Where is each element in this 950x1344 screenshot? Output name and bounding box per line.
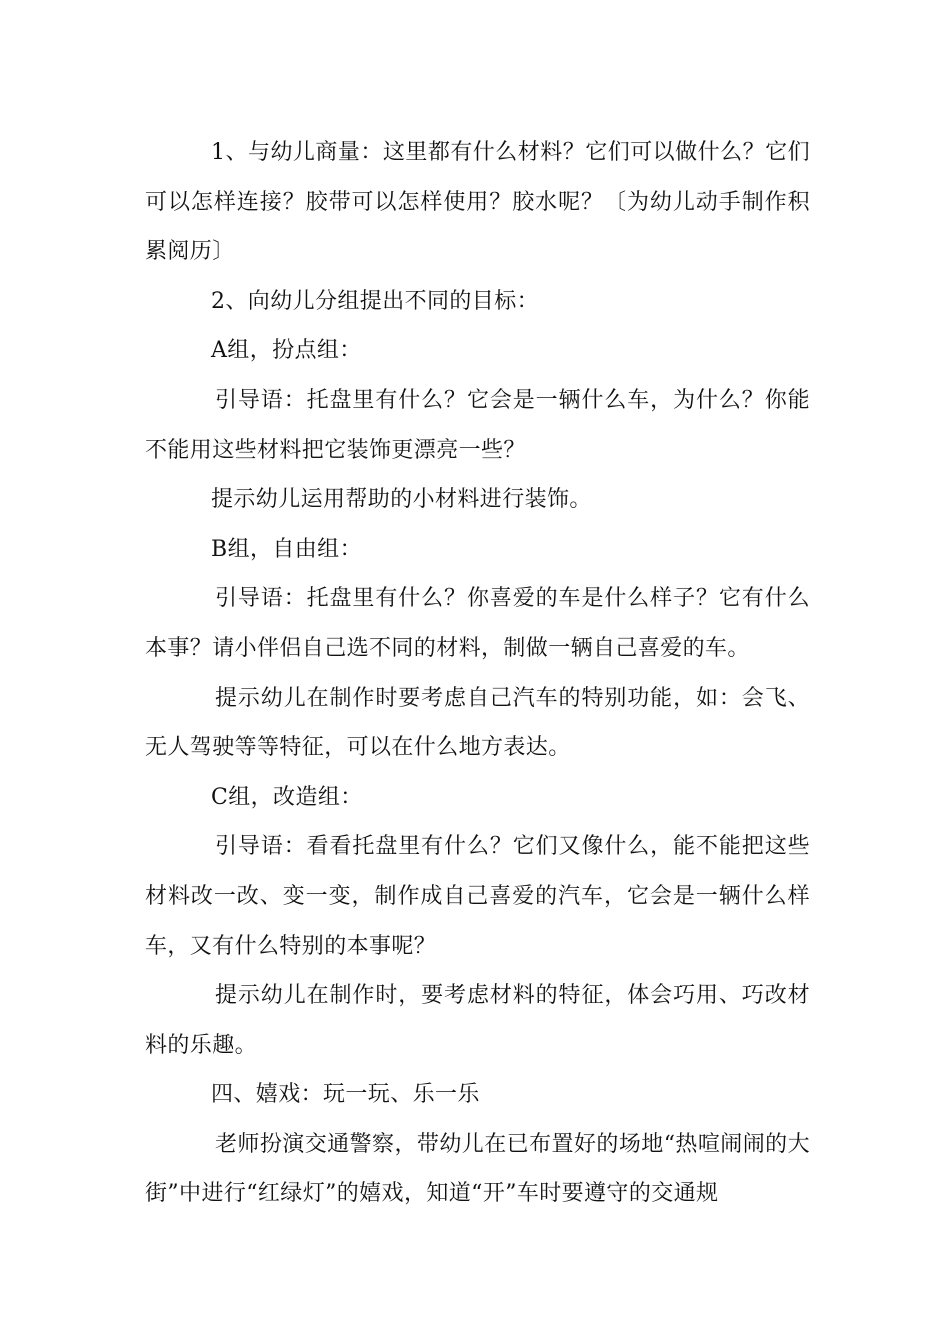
paragraph-group-b-prompt: 引导语：托盘里有什么？你喜爱的车是什么样子？它有什么本事？请小伴侣自己选不同的材料，制做一辆自己喜爱的车。 xyxy=(145,586,810,661)
paragraph-group-c-prompt: 引导语：看看托盘里有什么？它们又像什么，能不能把这些材料改一改、变一变，制作成自己喜爱的汽车，它会是一辆什么样车，又有什么特别的本事呢？ xyxy=(145,834,810,959)
paragraph-section-four-heading: 四、嬉戏：玩一玩、乐一乐 xyxy=(211,1082,480,1108)
paragraph-group-a-heading: A组，扮点组： xyxy=(211,338,362,364)
paragraph-group-b-hint: 提示幼儿在制作时要考虑自己汽车的特别功能，如：会飞、无人驾驶等等特征，可以在什么地方表达。 xyxy=(145,685,810,761)
paragraph-group-b-heading: B组，自由组： xyxy=(211,536,362,562)
paragraph-group-goals: 2、向幼儿分组提出不同的目标： xyxy=(211,288,539,314)
paragraph-group-a-prompt: 引导语：托盘里有什么？它会是一辆什么车，为什么？你能不能用这些材料把它装饰更漂亮一些？ xyxy=(145,387,810,463)
paragraph-group-c-heading: C组，改造组： xyxy=(211,784,363,810)
document-body xyxy=(145,128,810,1219)
paragraph-group-c-hint: 提示幼儿在制作时，要考虑材料的特征，体会巧用、巧改材料的乐趣。 xyxy=(145,983,810,1058)
paragraph-traffic-game: 老师扮演交通警察，带幼儿在已布置好的场地“热喧闹闹的大街”中进行“红绿灯”的嬉戏，知道“开”车时要遵守的交通规 xyxy=(145,1131,810,1207)
paragraph-group-a-hint: 提示幼儿运用帮助的小材料进行装饰。 xyxy=(211,487,592,513)
paragraph-discuss-materials: 1、与幼儿商量：这里都有什么材料？它们可以做什么？它们可以怎样连接？胶带可以怎样使用？胶水呢？〔为幼儿动手制作积累阅历〕 xyxy=(145,140,810,265)
